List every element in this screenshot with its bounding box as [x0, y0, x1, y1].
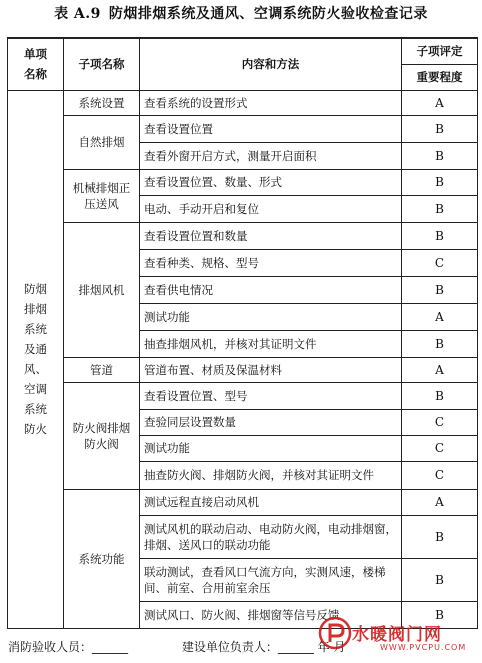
header-group: 单项名称 [8, 38, 64, 90]
level-cell: B [402, 515, 478, 558]
table-number: 表 A.9 [54, 6, 101, 22]
table-row [8, 115, 478, 142]
group-name-cell [8, 90, 64, 628]
header-level: 重要程度 [402, 64, 478, 90]
level-cell: A [402, 357, 478, 382]
sub-name: 机械排烟正压送风 [64, 169, 140, 222]
content-cell: 查看系统的设置形式 [140, 90, 402, 115]
level-cell: B [402, 601, 478, 628]
level-cell: B [402, 382, 478, 409]
group-name: 防烟排烟系统及通风、空调系统防火 [24, 282, 47, 436]
level-cell: A [402, 489, 478, 515]
header-content: 内容和方法 [140, 38, 402, 90]
sub-name: 系统设置 [64, 90, 140, 115]
level-cell: B [402, 195, 478, 222]
level-cell: C [402, 435, 478, 461]
level-cell: B [402, 142, 478, 169]
watermark [318, 614, 482, 660]
content-cell: 抽查排烟风机，并核对其证明文件 [140, 330, 402, 357]
sub-name: 管道 [64, 357, 140, 382]
content-cell: 查看设置位置和数量 [140, 222, 402, 249]
content-cell: 抽查防火阀、排烟防火阀，并核对其证明文件 [140, 461, 402, 489]
table-row [8, 90, 478, 115]
sub-name: 排烟风机 [64, 222, 140, 357]
level-cell: A [402, 303, 478, 330]
table-row [8, 222, 478, 249]
table-row [8, 489, 478, 515]
content-cell: 测试远程直接启动风机 [140, 489, 402, 515]
content-cell: 测试功能 [140, 435, 402, 461]
builder-signature: 建设单位负责人：______ 年 月 [181, 640, 346, 654]
inspector-signature: 消防验收人员：______ [8, 640, 129, 654]
level-cell: B [402, 558, 478, 601]
table-row [8, 357, 478, 382]
content-cell: 查看种类、规格、型号 [140, 249, 402, 276]
table-row [8, 382, 478, 409]
page-title [0, 4, 482, 24]
level-cell: B [402, 115, 478, 142]
content-cell: 查看设置位置、型号 [140, 382, 402, 409]
content-cell: 测试功能 [140, 303, 402, 330]
level-cell: B [402, 330, 478, 357]
table-row [8, 169, 478, 195]
content-cell: 管道布置、材质及保温材料 [140, 357, 402, 382]
content-cell: 查验同层设置数量 [140, 409, 402, 435]
header-row [8, 38, 478, 64]
sub-name: 自然排烟 [64, 115, 140, 169]
sub-name: 系统功能 [64, 489, 140, 628]
level-cell: B [402, 222, 478, 249]
content-cell: 联动测试，查看风口气流方向，实测风速，楼梯间、前室、合用前室余压 [140, 558, 402, 601]
header-rating: 子项评定 [402, 38, 478, 64]
content-cell: 电动、手动开启和复位 [140, 195, 402, 222]
content-cell: 测试风机的联动启动、电动防火阀，电动排烟窗，排烟、送风口的联动功能 [140, 515, 402, 558]
content-cell: 查看设置位置、数量、形式 [140, 169, 402, 195]
level-cell: B [402, 276, 478, 303]
level-cell: C [402, 409, 478, 435]
content-cell: 查看设置位置 [140, 115, 402, 142]
header-sub: 子项名称 [64, 38, 140, 90]
content-cell: 测试风口、防火阀、排烟窗等信号反馈 [140, 601, 402, 628]
p-logo-icon [318, 616, 352, 650]
inspection-table [7, 37, 478, 629]
content-cell: 查看供电情况 [140, 276, 402, 303]
table-title-text: 防烟排烟系统及通风、空调系统防火验收检查记录 [108, 6, 428, 22]
level-cell: C [402, 461, 478, 489]
level-cell: C [402, 249, 478, 276]
sub-name: 防火阀排烟防火阀 [64, 382, 140, 489]
signature-footer [8, 638, 345, 656]
watermark-brand: 水暖阀门网 [352, 625, 442, 645]
watermark-site: WWW.PVCPU.COM [380, 643, 467, 652]
level-cell: B [402, 169, 478, 195]
level-cell: A [402, 90, 478, 115]
content-cell: 查看外窗开启方式，测量开启面积 [140, 142, 402, 169]
